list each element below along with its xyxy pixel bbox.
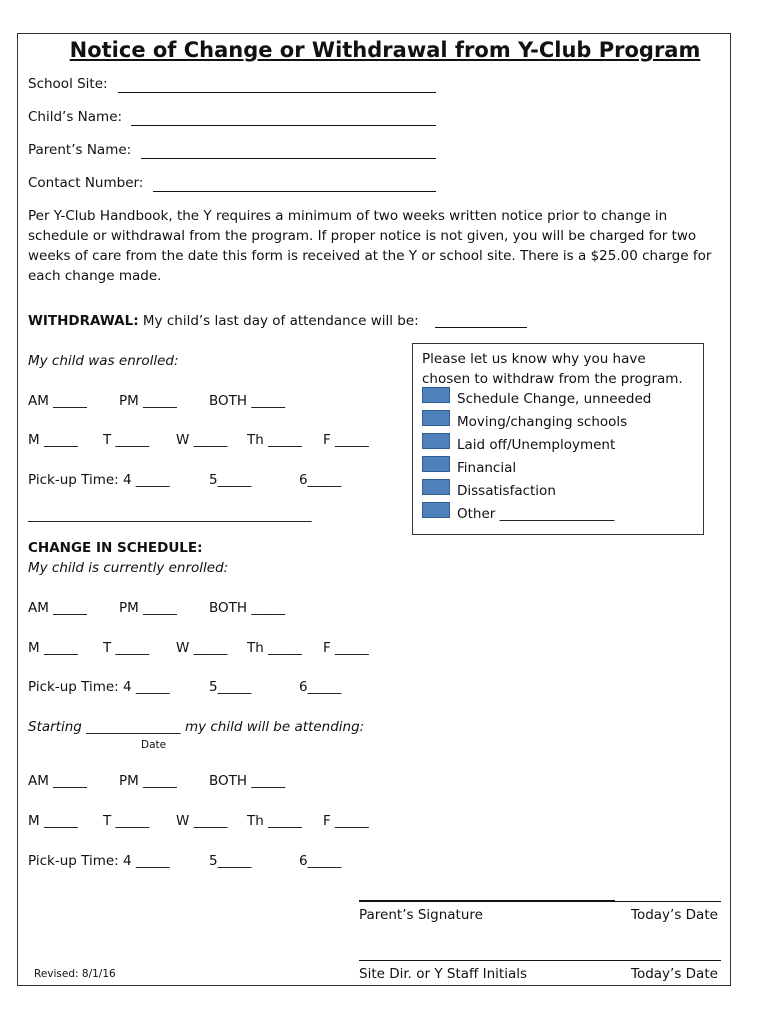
n-mon-field[interactable]: M _____ bbox=[28, 813, 78, 829]
starting-line bbox=[28, 719, 364, 735]
reasons-prompt: Please let us know why you have chosen to withdraw from the program. bbox=[422, 351, 683, 387]
c-mon-field[interactable]: M _____ bbox=[28, 640, 78, 656]
parents-name-label: Parent’s Name: bbox=[28, 142, 132, 158]
parent-date-label: Today’s Date bbox=[631, 907, 718, 923]
reason-checkbox[interactable] bbox=[422, 479, 450, 495]
n-wed-field[interactable]: W _____ bbox=[176, 813, 228, 829]
n-pm-field[interactable]: PM _____ bbox=[119, 773, 177, 789]
reason-label: Laid off/Unemployment bbox=[457, 437, 616, 453]
c-thu-field[interactable]: Th _____ bbox=[247, 640, 302, 656]
w-pickup-4-field[interactable]: Pick-up Time: 4 _____ bbox=[28, 472, 170, 488]
childs-name-field[interactable] bbox=[131, 125, 436, 126]
reason-checkbox[interactable] bbox=[422, 502, 450, 518]
form-title: Notice of Change or Withdrawal from Y-Club Program bbox=[69, 38, 701, 62]
staff-date-label: Today’s Date bbox=[631, 966, 718, 982]
last-day-text: My child’s last day of attendance will be: bbox=[142, 313, 419, 329]
n-fri-field[interactable]: F _____ bbox=[323, 813, 369, 829]
date-caption: Date bbox=[141, 739, 167, 751]
reason-label: Financial bbox=[457, 460, 517, 476]
c-both-field[interactable]: BOTH _____ bbox=[209, 600, 286, 616]
childs-name-label: Child’s Name: bbox=[28, 109, 123, 125]
n-thu-field[interactable]: Th _____ bbox=[247, 813, 302, 829]
n-tue-field[interactable]: T _____ bbox=[103, 813, 150, 829]
c-pickup-4-field[interactable]: Pick-up Time: 4 _____ bbox=[28, 679, 170, 695]
w-am-field[interactable]: AM _____ bbox=[28, 393, 87, 409]
starting-date-field[interactable]: ______________ bbox=[86, 719, 181, 735]
parent-signature-field[interactable] bbox=[359, 900, 615, 902]
w-both-field[interactable]: BOTH _____ bbox=[209, 393, 286, 409]
staff-initials-label: Site Dir. or Y Staff Initials bbox=[359, 966, 528, 982]
c-tue-field[interactable]: T _____ bbox=[103, 640, 150, 656]
staff-initials-field[interactable] bbox=[359, 960, 721, 961]
c-pickup-6-field[interactable]: 6_____ bbox=[299, 679, 342, 695]
reason-checkbox[interactable] bbox=[422, 456, 450, 472]
c-pm-field[interactable]: PM _____ bbox=[119, 600, 177, 616]
change-heading: CHANGE IN SCHEDULE: bbox=[28, 540, 203, 556]
n-am-field[interactable]: AM _____ bbox=[28, 773, 87, 789]
reason-label: Schedule Change, unneeded bbox=[457, 391, 652, 407]
withdrawal-heading: WITHDRAWAL: bbox=[28, 313, 139, 329]
reason-checkbox[interactable] bbox=[422, 387, 450, 403]
w-thu-field[interactable]: Th _____ bbox=[247, 432, 302, 448]
w-pickup-6-field[interactable]: 6_____ bbox=[299, 472, 342, 488]
reason-label: Dissatisfaction bbox=[457, 483, 556, 499]
reason-checkbox[interactable] bbox=[422, 433, 450, 449]
revised-date: Revised: 8/1/16 bbox=[34, 968, 116, 980]
w-wed-field[interactable]: W _____ bbox=[176, 432, 228, 448]
contact-number-field[interactable] bbox=[153, 191, 436, 192]
w-pickup-5-field[interactable]: 5_____ bbox=[209, 472, 252, 488]
school-site-label: School Site: bbox=[28, 76, 108, 92]
will-be-attending-label: my child will be attending: bbox=[184, 719, 365, 735]
school-site-field[interactable] bbox=[118, 92, 436, 93]
parents-name-field[interactable] bbox=[141, 158, 436, 159]
w-pm-field[interactable]: PM _____ bbox=[119, 393, 177, 409]
w-fri-field[interactable]: F _____ bbox=[323, 432, 369, 448]
w-mon-field[interactable]: M _____ bbox=[28, 432, 78, 448]
n-pickup-5-field[interactable]: 5_____ bbox=[209, 853, 252, 869]
notice-paragraph: Per Y-Club Handbook, the Y requires a minimum of two weeks written notice prior to change in schedule or withdrawal from the program. If proper notice is not given, you will be charged for two weeks of care from the date this form is received at the Y or school site. There is a $25.00 charge for each change made. bbox=[28, 208, 712, 284]
contact-number-label: Contact Number: bbox=[28, 175, 144, 191]
w-extra-line[interactable]: __________________________________________ bbox=[28, 507, 312, 523]
last-day-field[interactable] bbox=[435, 327, 527, 328]
enrolled-label: My child was enrolled: bbox=[28, 353, 179, 369]
withdrawal-line bbox=[28, 313, 419, 329]
reason-label-other[interactable]: Other _________________ bbox=[457, 506, 615, 522]
reason-checkbox[interactable] bbox=[422, 410, 450, 426]
n-pickup-4-field[interactable]: Pick-up Time: 4 _____ bbox=[28, 853, 170, 869]
c-pickup-5-field[interactable]: 5_____ bbox=[209, 679, 252, 695]
reason-label: Moving/changing schools bbox=[457, 414, 628, 430]
starting-label: Starting bbox=[28, 719, 82, 735]
c-fri-field[interactable]: F _____ bbox=[323, 640, 369, 656]
c-wed-field[interactable]: W _____ bbox=[176, 640, 228, 656]
w-tue-field[interactable]: T _____ bbox=[103, 432, 150, 448]
parent-signature-label: Parent’s Signature bbox=[359, 907, 483, 923]
n-pickup-6-field[interactable]: 6_____ bbox=[299, 853, 342, 869]
parent-date-field[interactable] bbox=[615, 901, 721, 902]
n-both-field[interactable]: BOTH _____ bbox=[209, 773, 286, 789]
currently-enrolled-label: My child is currently enrolled: bbox=[28, 560, 229, 576]
c-am-field[interactable]: AM _____ bbox=[28, 600, 87, 616]
